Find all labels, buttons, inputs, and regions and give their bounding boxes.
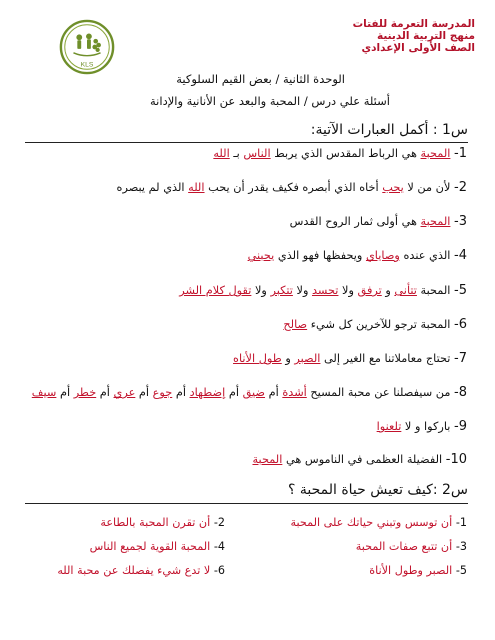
item-number: 5- (454, 283, 467, 298)
answer-word: تحسد (312, 284, 339, 297)
question-1-heading: س1 : أكمل العبارات الآتية: (310, 122, 468, 138)
item-number: 9- (454, 419, 467, 434)
item-text: الذي لم يبصره (116, 181, 189, 194)
fill-in-item (290, 214, 467, 230)
answer-word: إضطهاد (189, 386, 226, 399)
answer-5: 5- الصبر وطول الأناة (369, 564, 467, 577)
item-number: 3- (454, 214, 467, 229)
answer-word: وصاياي (365, 249, 400, 262)
answer-word: الله (188, 181, 205, 194)
answer-word: طول الأناه (233, 352, 282, 365)
item-text: أم (135, 386, 153, 399)
item-text: المحبة ترجو للآخرين كل شيء (307, 318, 451, 331)
item-text: بـ (229, 147, 244, 160)
answer-word: ضيق (242, 386, 266, 399)
item-text: أم (96, 386, 114, 399)
item-text: المحبة (416, 284, 451, 297)
fill-in-item (248, 248, 467, 264)
divider (25, 503, 468, 504)
answer-word: الصبر (294, 352, 321, 365)
answer-word: المحبة (420, 215, 451, 228)
fill-in-item (252, 452, 467, 468)
item-number: 6- (454, 317, 467, 332)
fill-in-item (32, 385, 467, 401)
answer-4: 4- المحبة القوية لجميع الناس (89, 540, 225, 553)
answer-word: صالح (283, 318, 308, 331)
school-line: الصف الأولى الإعدادي (361, 42, 475, 54)
answer-word: تقول كلام الشر (179, 284, 252, 297)
item-text: باركوا و لا (401, 420, 451, 433)
item-number: 8- (454, 385, 467, 400)
item-text: و (381, 284, 395, 297)
answer-2: 2- أن تقرن المحبة بالطاعة (100, 516, 225, 529)
school-line: منهج التربية الدينية (376, 30, 475, 42)
item-text: ولا (251, 284, 271, 297)
item-text: لأن من لا (403, 181, 451, 194)
answer-word: أشدة (282, 386, 307, 399)
answer-word: جوع (152, 386, 173, 399)
fill-in-item (233, 351, 467, 367)
answer-word: الله (213, 147, 230, 160)
answer-word: عري (113, 386, 136, 399)
school-crest-icon (58, 18, 116, 76)
item-number: 2- (454, 180, 467, 195)
item-text: ويحفظها فهو الذي (274, 249, 366, 262)
answer-word: تتكبر (270, 284, 293, 297)
item-text: أم (225, 386, 243, 399)
lesson-title: أسئلة علي درس / المحبة والبعد عن الأنانية والإدانة (150, 94, 390, 108)
item-number: 10- (445, 452, 467, 467)
answer-6: 6- لا تدع شيء يفصلك عن محبة الله (57, 564, 225, 577)
item-text: هي الرباط المقدس الذي يربط (270, 147, 421, 160)
item-number: 4- (454, 248, 467, 263)
answer-word: المحبة (420, 147, 451, 160)
answer-word: سيف (31, 386, 57, 399)
answer-3: 3- أن تتبع صفات المحبة (355, 540, 467, 553)
answer-word: تتأنى (394, 284, 417, 297)
answer-word: خطر (73, 386, 97, 399)
fill-in-item (213, 146, 467, 162)
item-text: تحتاج معاملاتنا مع الغير إلى (320, 352, 451, 365)
answer-1: 1- أن توسس وتبني حياتك على المحبة (290, 516, 467, 529)
item-text: أخاه الذي أبصره فكيف يقدر أن يحب (204, 181, 383, 194)
unit-title: الوحدة الثانية / بعض القيم السلوكية (176, 72, 345, 86)
fill-in-item (117, 180, 467, 196)
item-text: أم (56, 386, 74, 399)
school-line: المدرسة التعرمة للفتات (352, 18, 475, 30)
fill-in-item (377, 419, 467, 435)
svg-text:KLS: KLS (80, 61, 94, 69)
fill-in-item (283, 317, 467, 333)
answer-word: ترفق (357, 284, 382, 297)
item-text: أم (172, 386, 190, 399)
fill-in-item (179, 283, 467, 299)
answer-word: تلعنوا (376, 420, 402, 433)
school-name-block (352, 18, 475, 54)
answer-word: يحب (382, 181, 404, 194)
item-text: و (281, 352, 295, 365)
answer-word: الناس (243, 147, 271, 160)
answer-word: يحبني (247, 249, 275, 262)
answer-word: المحبة (252, 453, 283, 466)
item-text: الذي عنده (399, 249, 451, 262)
item-text: ولا (338, 284, 358, 297)
item-text: من سيفصلنا عن محبة المسيح (306, 386, 451, 399)
item-text: أم (265, 386, 283, 399)
divider (25, 142, 468, 143)
item-text: هي أولى ثمار الروح القدس (289, 215, 421, 228)
item-text: الفضيلة العظمى في الناموس هي (282, 453, 443, 466)
item-number: 7- (454, 351, 467, 366)
item-number: 1- (454, 146, 467, 161)
question-2-heading: س2 :كيف تعيش حياة المحبة ؟ (287, 482, 468, 498)
item-text: ولا (292, 284, 312, 297)
